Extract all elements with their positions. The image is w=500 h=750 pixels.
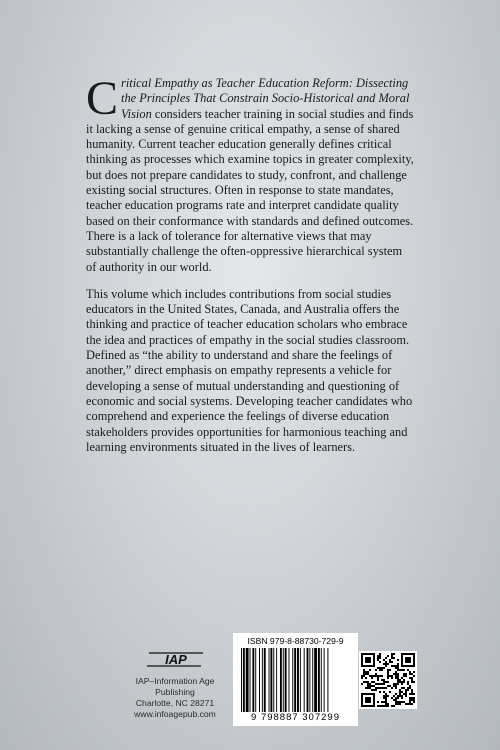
isbn-barcode xyxy=(233,633,358,726)
description-paragraph-1 xyxy=(86,72,414,275)
barcode-number: 9 798887 307299 xyxy=(251,712,340,723)
publisher-name: IAP–Information Age Publishing xyxy=(135,676,215,697)
publisher-website: www.infoagepub.com xyxy=(134,709,216,719)
publisher-address: Charlotte, NC 28271 xyxy=(135,698,215,708)
description-paragraph-2: This volume which includes contributions from social studies educators in the United States, Canada, and Australia offers the thinking and practice of teacher education scholars who embrace the idea and practices of empathy in the social studies classroom. Defined as “the ability to understand and share the feelings of another,” direct emphasis on empathy represents a vehicle for developing a sense of mutual understanding and questioning of economic and social systems. Developing teacher candidates who comprehend and experience the feelings of diverse education stakeholders provides opportunities for harmonious teaching and learning environments situated in the lives of learners. xyxy=(86,286,413,454)
paragraph-1-body: considers teacher training in social studies and finds it lacking a sense of genuine critical empathy, a sense of shared humanity. Current teacher education generally defines critical thinking as processes which examine topics in greater complexity, but does not prepare candidates to study, confront, and challenge existing social structures. Often in response to state mandates, teacher education programs rate and interpret candidate quality based on their conformance with standards and defined outcomes. There is a lack of tolerance for alternative views that may substantially challenge the often-oppressive hierarchical system of authority in our world. xyxy=(86,106,414,274)
book-title-italic: ritical Empathy as Teacher Education Reform: Dissecting the Principles That Constrain Socio-Historical and Moral Vision xyxy=(121,76,410,121)
drop-cap: C xyxy=(86,72,119,125)
iap-logo-text: IAP xyxy=(165,652,187,667)
isbn-label: ISBN 979-8-88730-729-9 xyxy=(247,636,344,646)
description-text xyxy=(86,72,414,467)
qr-code-icon xyxy=(359,651,417,709)
barcode-icon xyxy=(239,648,352,712)
publisher-block xyxy=(120,648,230,720)
iap-logo-icon xyxy=(145,648,205,670)
